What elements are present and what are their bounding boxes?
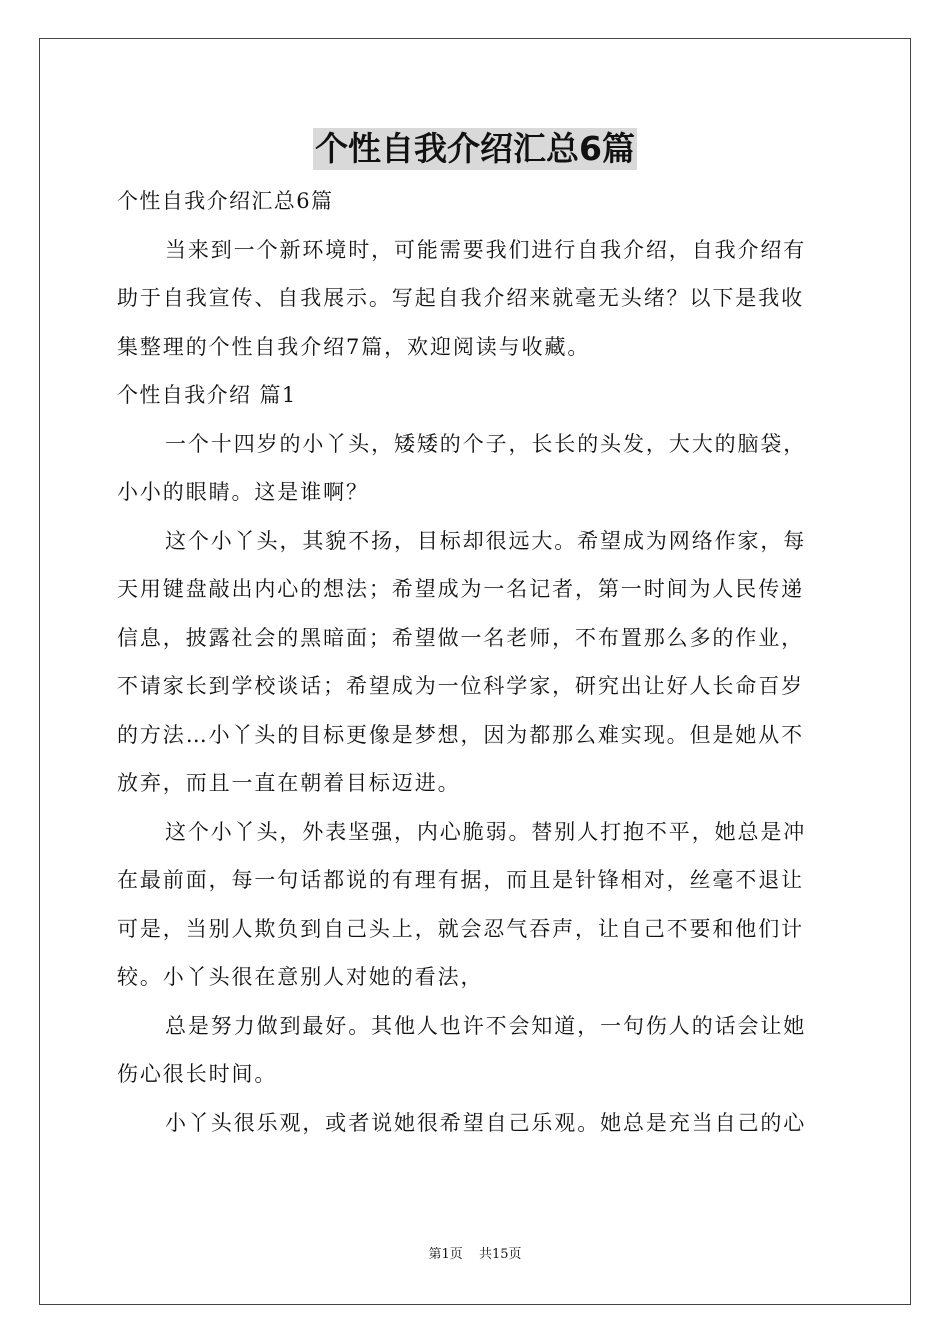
page-number: 第1页 <box>428 1247 463 1262</box>
text-line: 信息，披露社会的黑暗面；希望做一名老师，不布置那么多的作业， <box>117 625 804 650</box>
text-line: 集整理的个性自我介绍7篇，欢迎阅读与收藏。 <box>117 334 591 359</box>
text-line: 这个小丫头，其貌不扬，目标却很远大。希望成为网络作家，每 <box>165 528 807 553</box>
document-title: 个性自我介绍汇总6篇 <box>315 129 635 168</box>
text-line: 不请家长到学校谈话；希望成为一位科学家，研究出让好人长命百岁 <box>117 674 804 698</box>
text-line: 小小的眼睛。这是谁啊？ <box>117 480 369 504</box>
title-wrap <box>0 128 950 170</box>
text-line: 个性自我介绍汇总6篇 <box>117 189 334 213</box>
text-line: 较。小丫头很在意别人对她的看法， <box>117 965 484 989</box>
page-total: 共15页 <box>478 1247 522 1262</box>
text-line: 助于自我宣传、自我展示。写起自我介绍来就毫无头绪？以下是我收 <box>117 286 804 310</box>
text-line: 放弃，而且一直在朝着目标迈进。 <box>117 771 461 795</box>
text-line: 小丫头很乐观，或者说她很希望自己乐观。她总是充当自己的心 <box>165 1110 807 1135</box>
text-line: 可是，当别人欺负到自己头上，就会忍气吞声，让自己不要和他们计 <box>117 916 804 941</box>
text-line: 伤心很长时间。 <box>117 1062 278 1086</box>
text-line: 的方法…小丫头的目标更像是梦想，因为都那么难实现。但是她从不 <box>117 722 804 747</box>
section-heading: 个性自我介绍 篇1 <box>117 383 297 407</box>
page-footer <box>0 1246 950 1264</box>
document-body <box>117 177 833 1147</box>
text-line: 总是努力做到最好。其他人也许不会知道，一句伤人的话会让她 <box>165 1013 807 1038</box>
text-line: 天用键盘敲出内心的想法；希望成为一名记者，第一时间为人民传递 <box>117 577 804 601</box>
text-line: 这个小丫头，外表坚强，内心脆弱。替别人打抱不平，她总是冲 <box>165 819 807 844</box>
text-line: 当来到一个新环境时，可能需要我们进行自我介绍，自我介绍有 <box>165 237 807 262</box>
text-line: 一个十四岁的小丫头，矮矮的个子，长长的头发，大大的脑袋， <box>165 431 807 456</box>
text-line: 在最前面，每一句话都说的有理有据，而且是针锋相对，丝毫不退让 <box>117 868 804 892</box>
